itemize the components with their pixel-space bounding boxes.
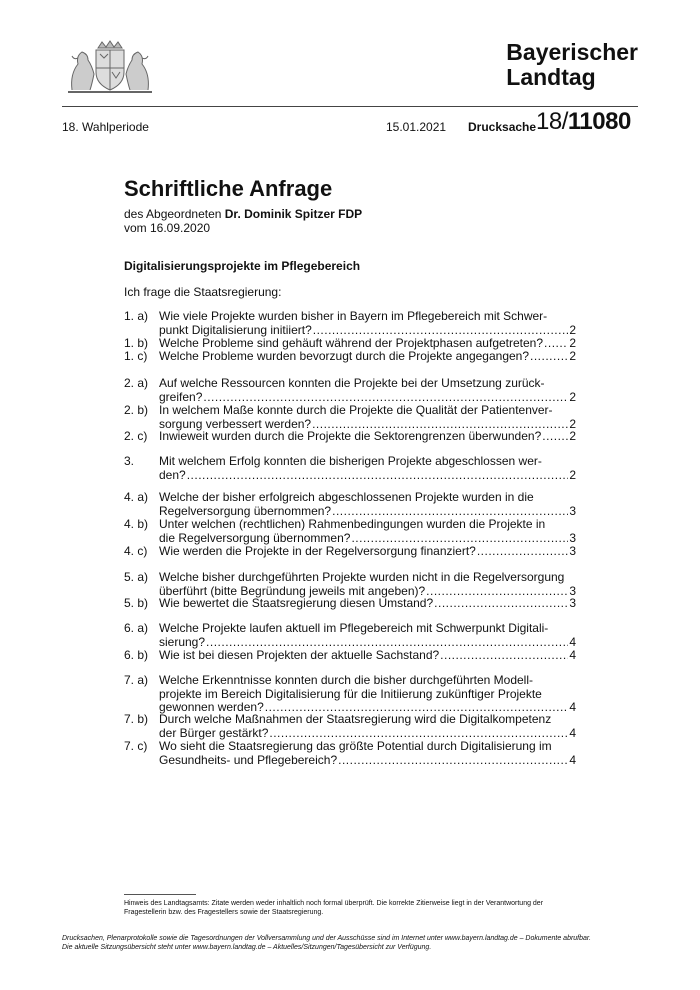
question-item: [124, 350, 576, 364]
coat-of-arms-icon: [62, 38, 158, 96]
header-divider: [62, 106, 638, 107]
question-line: projekte im Bereich Digitalisierung für die Initiierung zukünftiger Projekte: [159, 686, 542, 701]
dot-leader: [426, 585, 568, 599]
answer-page-number: 2: [569, 389, 576, 404]
dot-leader: [203, 391, 568, 405]
question-text: [159, 713, 576, 740]
question-item: [124, 571, 576, 598]
question-last-line: [159, 532, 576, 546]
question-line: Unter welchen (rechtlichen) Rahmenbedingungen wurden die Projekte in: [159, 517, 546, 531]
dot-leader: [544, 337, 568, 351]
question-last-line: [159, 391, 576, 405]
question-last-text: der Bürger gestärkt?: [159, 725, 269, 740]
answer-page-number: 3: [569, 530, 576, 545]
question-last-line: [159, 324, 576, 338]
answer-page-number: 2: [569, 429, 576, 443]
question-last-text: sorgung verbessert werden?: [159, 416, 312, 431]
question-text: [159, 430, 576, 444]
question-line: Durch welche Maßnahmen der Staatsregierung wird die Digitalkompetenz: [159, 712, 552, 726]
question-number: 2. b): [124, 403, 149, 417]
question-last-text: greifen?: [159, 389, 203, 404]
question-item: [124, 518, 576, 545]
question-last-text: Regelversorgung übernommen?: [159, 503, 332, 518]
question-last-line: [159, 545, 576, 559]
drucksache-prefix: 18/: [536, 108, 568, 135]
question-text: [159, 674, 576, 715]
answer-page-number: 3: [569, 503, 576, 518]
question-last-text: überführt (bitte Begründung jeweils mit angeben)?: [159, 583, 426, 598]
question-last-line: [159, 597, 576, 611]
question-last-text: Gesundheits- und Pflegebereich?: [159, 752, 338, 767]
question-text: [159, 545, 576, 559]
question-item: [124, 674, 576, 715]
footer-line2: Die aktuelle Sitzungsübersicht steht unter www.bayern.landtag.de – Aktuelles/Sitzungen/Tagesübersicht zur Verfügung.: [62, 944, 432, 951]
question-last-text: punkt Digitalisierung initiiert?: [159, 322, 312, 337]
question-last-text: gewonnen werden?: [159, 700, 264, 714]
question-line: Welche bisher durchgeführten Projekte wurden nicht in die Regelversorgung: [159, 570, 565, 584]
answer-page-number: 3: [569, 583, 576, 598]
question-number: 6. b): [124, 648, 149, 662]
question-last-line: [159, 469, 576, 483]
question-text: [159, 622, 576, 649]
question-number: 4. c): [124, 544, 148, 558]
question-text: [159, 518, 576, 545]
question-item: [124, 740, 576, 767]
question-last-text: Welche Probleme wurden bevorzugt durch die Projekte angegangen?: [159, 349, 530, 363]
footnote: Hinweis des Landtagsamts: Zitate werden weder inhaltlich noch formal überprüft. Die korrekte Zitierweise liegt in der Verantwortung der Fragestellerin bzw. des Fragestellers sowie der Staatsregierung.: [124, 900, 544, 916]
question-item: [124, 455, 576, 482]
question-last-line: [159, 636, 576, 650]
dot-leader: [477, 545, 568, 559]
dot-leader: [332, 505, 568, 519]
answer-page-number: 4: [569, 700, 576, 714]
question-text: [159, 350, 576, 364]
question-text: [159, 597, 576, 611]
question-number: 5. b): [124, 596, 149, 610]
question-last-line: [159, 727, 576, 741]
dot-leader: [187, 469, 569, 483]
dot-leader: [269, 727, 568, 741]
question-item: [124, 649, 576, 663]
answer-page-number: 2: [569, 336, 576, 350]
dot-leader: [338, 754, 568, 768]
question-number: 4. a): [124, 490, 149, 504]
question-text: [159, 377, 576, 404]
answer-page-number: 3: [569, 596, 576, 610]
landtag-line1: Bayerischer: [506, 39, 638, 65]
question-line: In welchem Maße konnte durch die Projekte die Qualität der Patientenver-: [159, 403, 553, 417]
answer-page-number: 4: [569, 648, 576, 662]
question-last-text: Wie bewertet die Staatsregierung diesen Umstand?: [159, 596, 434, 610]
question-last-line: [159, 649, 576, 663]
question-last-line: [159, 350, 576, 364]
question-number: 2. c): [124, 429, 148, 443]
question-number: 6. a): [124, 621, 149, 635]
question-last-line: [159, 505, 576, 519]
question-text: [159, 455, 576, 482]
question-number: 1. b): [124, 336, 149, 350]
question-item: [124, 430, 576, 444]
question-item: [124, 545, 576, 559]
question-last-text: den?: [159, 467, 186, 482]
answer-page-number: 4: [569, 725, 576, 740]
question-last-text: Wie werden die Projekte in der Regelversorgung finanziert?: [159, 544, 476, 558]
answer-page-number: 3: [569, 544, 576, 558]
dot-leader: [434, 597, 568, 611]
dot-leader: [440, 649, 568, 663]
question-number: 7. b): [124, 712, 149, 726]
author-name: Dr. Dominik Spitzer FDP: [224, 207, 363, 221]
dot-leader: [542, 430, 568, 444]
question-number: 5. a): [124, 570, 149, 584]
landtag-title: [506, 40, 638, 90]
question-item: [124, 310, 576, 337]
question-text: [159, 740, 576, 767]
dot-leader: [313, 324, 569, 338]
dot-leader: [206, 636, 568, 650]
answer-page-number: 4: [569, 634, 576, 649]
dot-leader: [351, 532, 568, 546]
request-date: vom 16.09.2020: [124, 221, 211, 235]
answer-page-number: 2: [569, 416, 576, 431]
question-last-text: Welche Probleme sind gehäuft während der Projektphasen aufgetreten?: [159, 336, 544, 350]
answer-page-number: 4: [569, 752, 576, 767]
author-prefix: des Abgeordneten: [124, 207, 225, 221]
question-line: Wo sieht die Staatsregierung das größte Potential durch Digitalisierung im: [159, 739, 552, 753]
question-text: [159, 404, 576, 431]
question-line: Welche Erkenntnisse konnten durch die bisher durchgeführten Modell-: [159, 673, 533, 687]
question-item: [124, 491, 576, 518]
answer-page-number: 2: [569, 322, 576, 337]
question-last-text: Wie ist bei diesen Projekten der aktuelle Sachstand?: [159, 648, 440, 662]
question-number: 4. b): [124, 517, 149, 531]
question-line: Wie viele Projekte wurden bisher in Bayern im Pflegebereich mit Schwer-: [159, 309, 548, 323]
page-title: Schriftliche Anfrage: [124, 176, 333, 201]
drucksache-number: [536, 108, 631, 136]
landtag-line2: Landtag: [506, 64, 596, 90]
question-item: [124, 377, 576, 404]
author-line: [124, 207, 362, 221]
dot-leader: [530, 350, 568, 364]
question-item: [124, 597, 576, 611]
drucksache-nr: 11080: [567, 108, 631, 135]
drucksache-label: Drucksache: [468, 120, 537, 134]
question-last-line: [159, 754, 576, 768]
question-text: [159, 649, 576, 663]
question-number: 2. a): [124, 376, 149, 390]
question-number: 7. c): [124, 739, 148, 753]
wahlperiode: 18. Wahlperiode: [62, 120, 149, 134]
question-number: 1. c): [124, 349, 148, 363]
question-number: 7. a): [124, 673, 149, 687]
question-item: [124, 622, 576, 649]
question-item: [124, 404, 576, 431]
question-last-text: sierung?: [159, 634, 206, 649]
question-text: [159, 491, 576, 518]
intro-text: Ich frage die Staatsregierung:: [124, 285, 282, 299]
answer-page-number: 2: [569, 467, 576, 482]
question-text: [159, 571, 576, 598]
question-line: Welche der bisher erfolgreich abgeschlossenen Projekte wurden in die: [159, 490, 534, 504]
question-number: 3.: [124, 454, 135, 468]
topic-heading: Digitalisierungsprojekte im Pflegebereich: [124, 259, 361, 273]
question-item: [124, 713, 576, 740]
question-line: Mit welchem Erfolg konnten die bisherigen Projekte abgeschlossen wer-: [159, 454, 542, 468]
question-last-text: Inwieweit wurden durch die Projekte die Sektorengrenzen überwunden?: [159, 429, 542, 443]
question-line: Welche Projekte laufen aktuell im Pflegebereich mit Schwerpunkt Digitali-: [159, 621, 549, 635]
footnote-divider: [124, 894, 196, 895]
footer-line1: Drucksachen, Plenarprotokolle sowie die Tagesordnungen der Vollversammlung und der Ausschüsse sind im Internet unter www.bayern.landtag.de – Dokumente abrufbar.: [62, 935, 591, 942]
question-last-text: die Regelversorgung übernommen?: [159, 530, 351, 545]
question-text: [159, 310, 576, 337]
document-date: 15.01.2021: [386, 120, 447, 134]
question-last-line: [159, 430, 576, 444]
page-footer: [62, 934, 642, 952]
question-line: Auf welche Ressourcen konnten die Projekte bei der Umsetzung zurück-: [159, 376, 545, 390]
question-number: 1. a): [124, 309, 149, 323]
answer-page-number: 2: [569, 349, 576, 363]
